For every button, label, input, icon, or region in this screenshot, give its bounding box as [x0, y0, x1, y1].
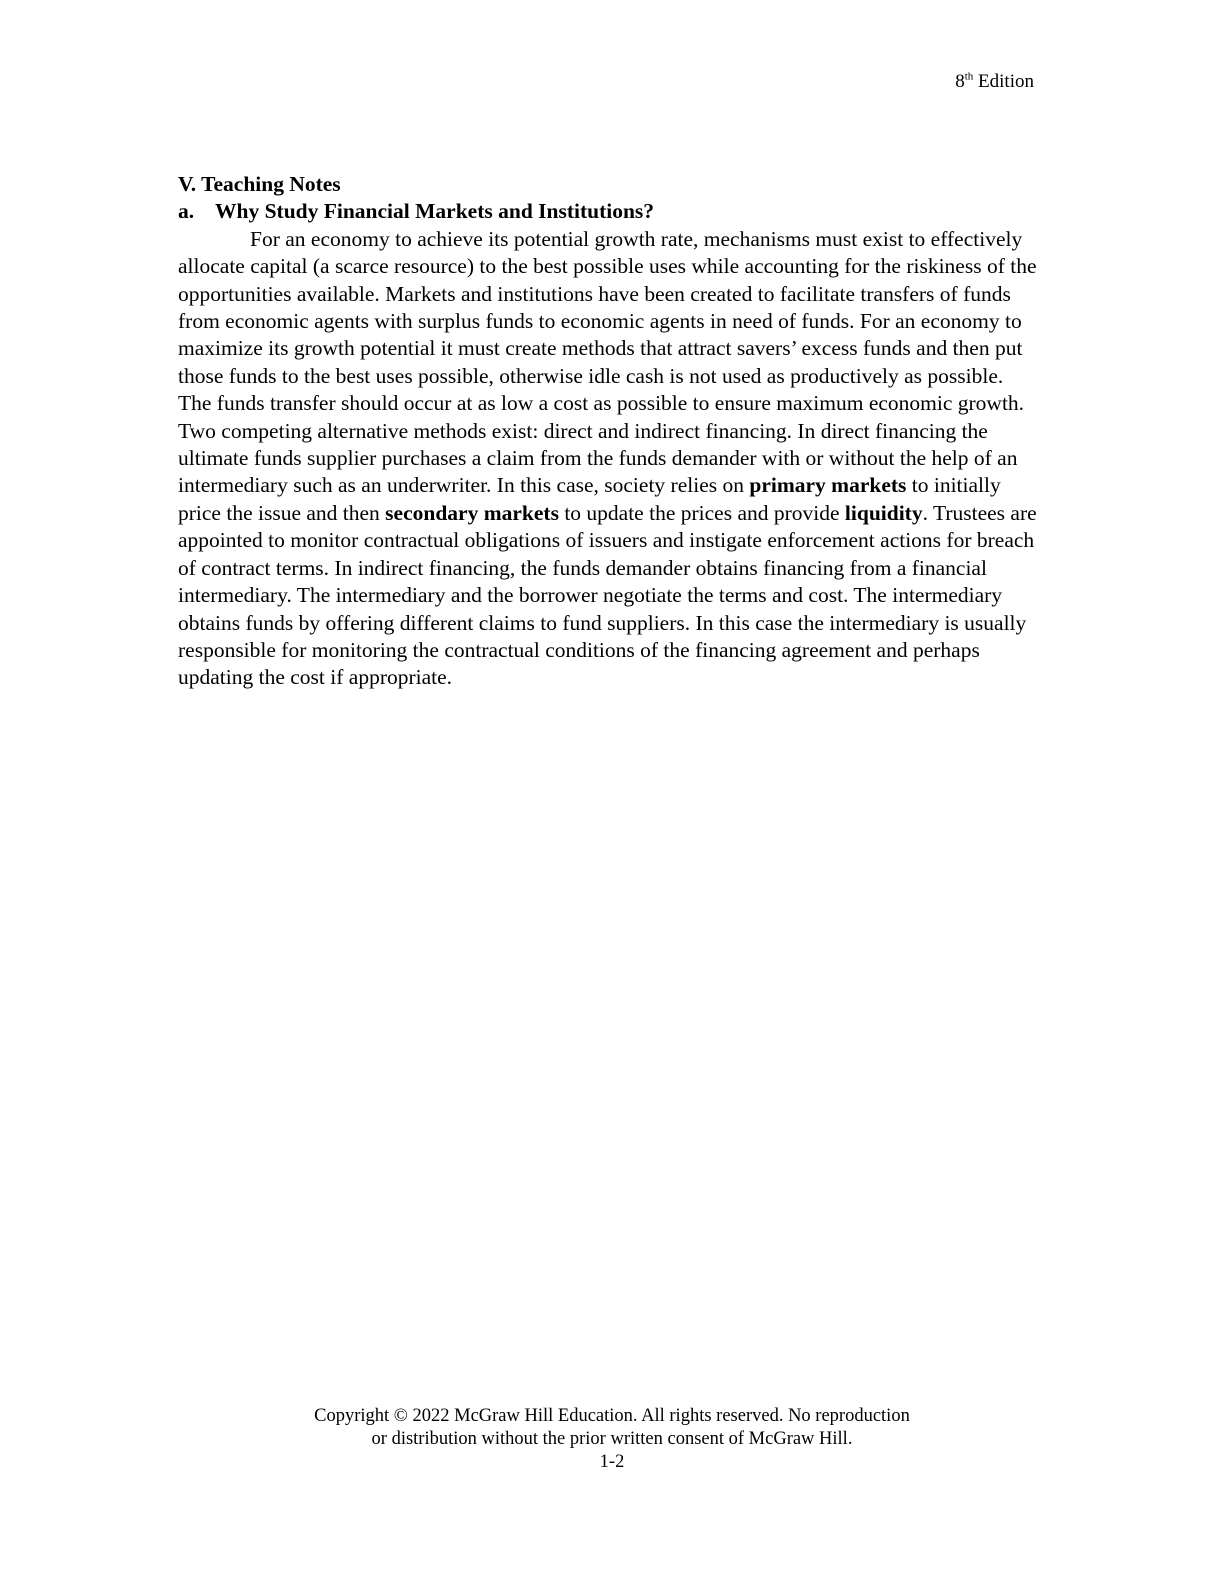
paragraph-text-4: . Trustees are appointed to monitor contractual obligations of issuers and instigate enforcement actions for breach of contract terms. In indirect financing, the funds demander obtains financing from a financial intermediary. The intermediary and the borrower negotiate the terms and cost. The intermediary obtains funds by offering different claims to fund suppliers. In this case the intermediary is usually responsible for monitoring the contractual conditions of the financing agreement and perhaps updating the cost if appropriate.: [178, 500, 1037, 690]
page-footer: [0, 1405, 1224, 1474]
section-heading: V. Teaching Notes: [178, 172, 341, 196]
body-paragraph: [178, 226, 1038, 692]
term-liquidity: liquidity: [844, 500, 923, 525]
page-number: 1-2: [599, 1452, 625, 1472]
copyright-line-2: or distribution without the prior written consent of McGraw Hill.: [371, 1429, 853, 1449]
term-primary-markets: primary markets: [749, 473, 907, 498]
paragraph-text-3: to update the prices and provide: [558, 500, 845, 525]
subsection-letter: a.: [178, 199, 195, 224]
paragraph-text-1: For an economy to achieve its potential growth rate, mechanisms must exist to effectively allocate capital (a scarce resource) to the best possible uses while accounting for the riskiness of the opportunities available. Markets and institutions have been created to facilitate transfers of funds from economic agents with surplus funds to economic agents in need of funds. For an economy to maximize its growth potential it must create methods that attract savers’ excess funds and then put those funds to the best uses possible, otherwise idle cash is not used as productively as possible. The funds transfer should occur at as low a cost as possible to ensure maximum economic growth. Two competing alternative methods exist: direct and indirect financing. In direct financing the ultimate funds supplier purchases a claim from the funds demander with or without the help of an intermediary such as an underwriter. In this case, society relies on: [178, 226, 1037, 498]
term-secondary-markets: secondary markets: [385, 500, 559, 525]
main-content: [178, 171, 1038, 692]
subsection-heading: [178, 198, 1038, 225]
edition-number: 8: [955, 71, 965, 92]
edition-suffix: th: [964, 70, 974, 83]
subsection-title: Why Study Financial Markets and Institutions?: [215, 199, 655, 224]
paragraph-text-2: to initially price the issue and then: [178, 473, 1001, 525]
copyright-line-1: Copyright © 2022 McGraw Hill Education. All rights reserved. No reproduction: [314, 1406, 910, 1426]
edition-header: [900, 70, 1034, 94]
edition-word: Edition: [973, 71, 1034, 92]
